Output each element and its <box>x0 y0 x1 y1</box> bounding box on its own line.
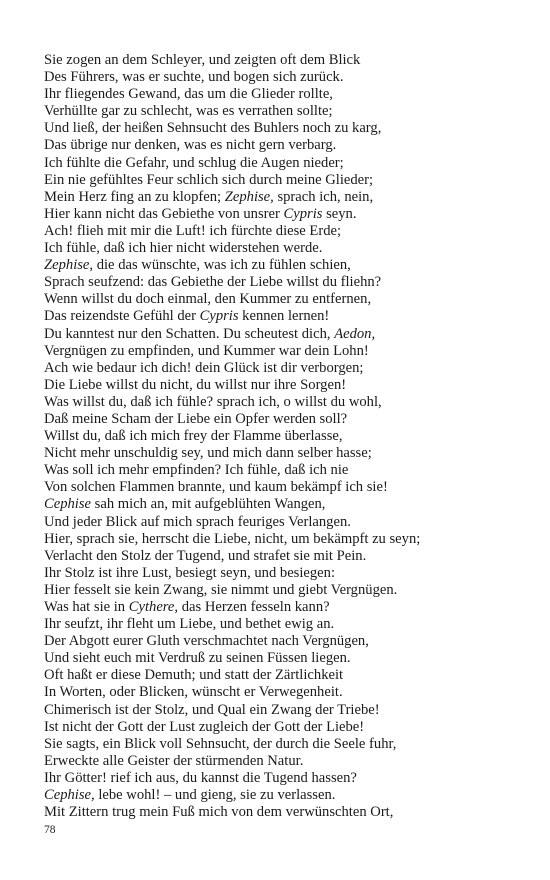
poem-line <box>44 804 524 821</box>
poem-line <box>44 223 524 240</box>
line-text: Von solchen Flammen brannte, und kaum bekämpf ich sie! <box>44 479 388 496</box>
poem-line <box>44 377 524 394</box>
poem-text <box>44 52 524 821</box>
poem-line <box>44 411 524 428</box>
line-text: Mein Herz fing an zu klopfen; <box>44 188 225 205</box>
line-text: Verhüllte gar zu schlecht, was es verrathen sollte; <box>44 103 333 120</box>
poem-line <box>44 650 524 667</box>
line-text: sprach ich, nein, <box>273 188 374 205</box>
line-text: Sie sagts, ein Blick voll Sehnsucht, der durch die Seele fuhr, <box>44 735 397 752</box>
line-text: In Worten, oder Blicken, wünscht er Verwegenheit. <box>44 684 343 701</box>
line-text: Was willst du, daß ich fühle? sprach ich, o willst du wohl, <box>44 393 382 410</box>
poem-line <box>44 394 524 411</box>
poem-line <box>44 548 524 565</box>
poem-line <box>44 343 524 360</box>
italic-name: Cypris <box>283 205 323 222</box>
line-text: Vergnügen zu empfinden, und Kummer war dein Lohn! <box>44 342 369 359</box>
line-text: Der Abgott eurer Gluth verschmachtet nach Vergnügen, <box>44 633 369 650</box>
poem-line <box>44 702 524 719</box>
line-text: Ihr Götter! rief ich aus, du kannst die Tugend hassen? <box>44 769 357 786</box>
poem-line <box>44 137 524 154</box>
line-text: lebe wohl! – und gieng, sie zu verlassen. <box>94 787 336 804</box>
line-text: Und sieht euch mit Verdruß zu seinen Füssen liegen. <box>44 650 351 667</box>
italic-name: Zephise, <box>44 257 94 274</box>
poem-line <box>44 360 524 377</box>
line-text: Die Liebe willst du nicht, du willst nur ihre Sorgen! <box>44 376 347 393</box>
line-text: Du kanntest nur den Schatten. Du scheutest dich, <box>44 325 335 342</box>
poem-line <box>44 172 524 189</box>
poem-line <box>44 291 524 308</box>
poem-line <box>44 565 524 582</box>
poem-line <box>44 428 524 445</box>
line-text: Wenn willst du doch einmal, den Kummer zu entfernen, <box>44 291 372 308</box>
italic-name: Cypris <box>199 308 239 325</box>
line-text: das Herzen fesseln kann? <box>178 599 330 615</box>
poem-line <box>44 633 524 650</box>
line-text: Und ließ, der heißen Sehnsucht des Buhlers noch zu karg, <box>44 120 382 137</box>
poem-line <box>44 479 524 496</box>
poem-line <box>44 308 524 325</box>
line-text: sah mich an, mit aufgeblühten Wangen, <box>91 496 326 513</box>
line-text: Ihr Stolz ist ihre Lust, besiegt seyn, und besiegen: <box>44 564 336 581</box>
poem-line <box>44 189 524 206</box>
line-text: Willst du, daß ich mich frey der Flamme überlasse, <box>44 428 343 445</box>
line-text: seyn. <box>322 205 357 222</box>
poem-line <box>44 667 524 684</box>
poem-line <box>44 103 524 120</box>
poem-line <box>44 257 524 274</box>
line-text: Mit Zittern trug mein Fuß mich von dem verwünschten Ort, <box>44 804 394 821</box>
line-text: Daß meine Scham der Liebe ein Opfer werden soll? <box>44 410 348 427</box>
line-text: Hier fesselt sie kein Zwang, sie nimmt und giebt Vergnügen. <box>44 581 398 598</box>
line-text: Des Führers, was er suchte, und bogen sich zurück. <box>44 69 344 86</box>
poem-line <box>44 753 524 770</box>
line-text: kennen lernen! <box>238 308 330 325</box>
italic-name: Cephise, <box>44 787 95 804</box>
poem-line <box>44 531 524 548</box>
italic-name: Zephise, <box>224 188 274 205</box>
poem-line <box>44 120 524 137</box>
line-text: Ach! flieh mit mir die Luft! ich fürchte diese Erde; <box>44 222 342 239</box>
line-text: Ach wie bedaur ich dich! dein Glück ist dir verborgen; <box>44 359 364 376</box>
poem-line <box>44 240 524 257</box>
line-text: Nicht mehr unschuldig sey, und mich dann selber hasse; <box>44 445 372 462</box>
line-text: Das übrige nur denken, was es nicht gern verbarg. <box>44 137 337 154</box>
italic-name: Cythere, <box>128 599 179 615</box>
poem-line <box>44 719 524 736</box>
line-text: Ich fühle, daß ich hier nicht widerstehen werde. <box>44 240 323 257</box>
poem-line <box>44 582 524 599</box>
poem-line <box>44 52 524 69</box>
line-text: Ihr seufzt, ihr fleht um Liebe, und bethet ewig an. <box>44 616 335 633</box>
line-text: Hier, sprach sie, herrscht die Liebe, nicht, um bekämpft zu seyn; <box>44 530 421 547</box>
poem-line <box>44 445 524 462</box>
line-text: Chimerisch ist der Stolz, und Qual ein Zwang der Triebe! <box>44 701 380 718</box>
line-text: die das wünschte, was ich zu fühlen schien, <box>93 257 351 274</box>
line-text: Was soll ich mehr empfinden? Ich fühle, daß ich nie <box>44 462 349 479</box>
poem-line <box>44 206 524 223</box>
poem-line <box>44 787 524 804</box>
poem-line <box>44 514 524 531</box>
poem-line <box>44 736 524 753</box>
italic-name: Cephise <box>44 496 92 513</box>
line-text: Sprach seufzend: das Gebiethe der Liebe willst du fliehn? <box>44 274 382 291</box>
page-number: 78 <box>44 824 56 836</box>
line-text: Verlacht den Stolz der Tugend, und strafet sie mit Pein. <box>44 547 367 564</box>
poem-line <box>44 770 524 787</box>
line-text: Ich fühlte die Gefahr, und schlug die Augen nieder; <box>44 154 344 171</box>
poem-line <box>44 69 524 86</box>
line-text: Und jeder Blick auf mich sprach feuriges Verlangen. <box>44 513 351 530</box>
line-text: Sie zogen an dem Schleyer, und zeigten oft dem Blick <box>44 52 361 68</box>
poem-line <box>44 684 524 701</box>
poem-line <box>44 326 524 343</box>
poem-line <box>44 616 524 633</box>
italic-name: Aedon, <box>334 325 376 342</box>
line-text: Das reizendste Gefühl der <box>44 308 200 325</box>
poem-line <box>44 462 524 479</box>
line-text: Ist nicht der Gott der Lust zugleich der Gott der Liebe! <box>44 718 365 735</box>
line-text: Ein nie gefühltes Feur schlich sich durch meine Glieder; <box>44 171 374 188</box>
line-text: Hier kann nicht das Gebiethe von unsrer <box>44 205 284 222</box>
poem-line <box>44 86 524 103</box>
line-text: Was hat sie in <box>44 599 129 615</box>
poem-line <box>44 155 524 172</box>
poem-line <box>44 496 524 513</box>
line-text: Ihr fliegendes Gewand, das um die Glieder rollte, <box>44 86 333 103</box>
line-text: Oft haßt er diese Demuth; und statt der Zärtlichkeit <box>44 667 344 684</box>
poem-line <box>44 599 524 616</box>
poem-line <box>44 274 524 291</box>
line-text: Erweckte alle Geister der stürmenden Natur. <box>44 752 304 769</box>
